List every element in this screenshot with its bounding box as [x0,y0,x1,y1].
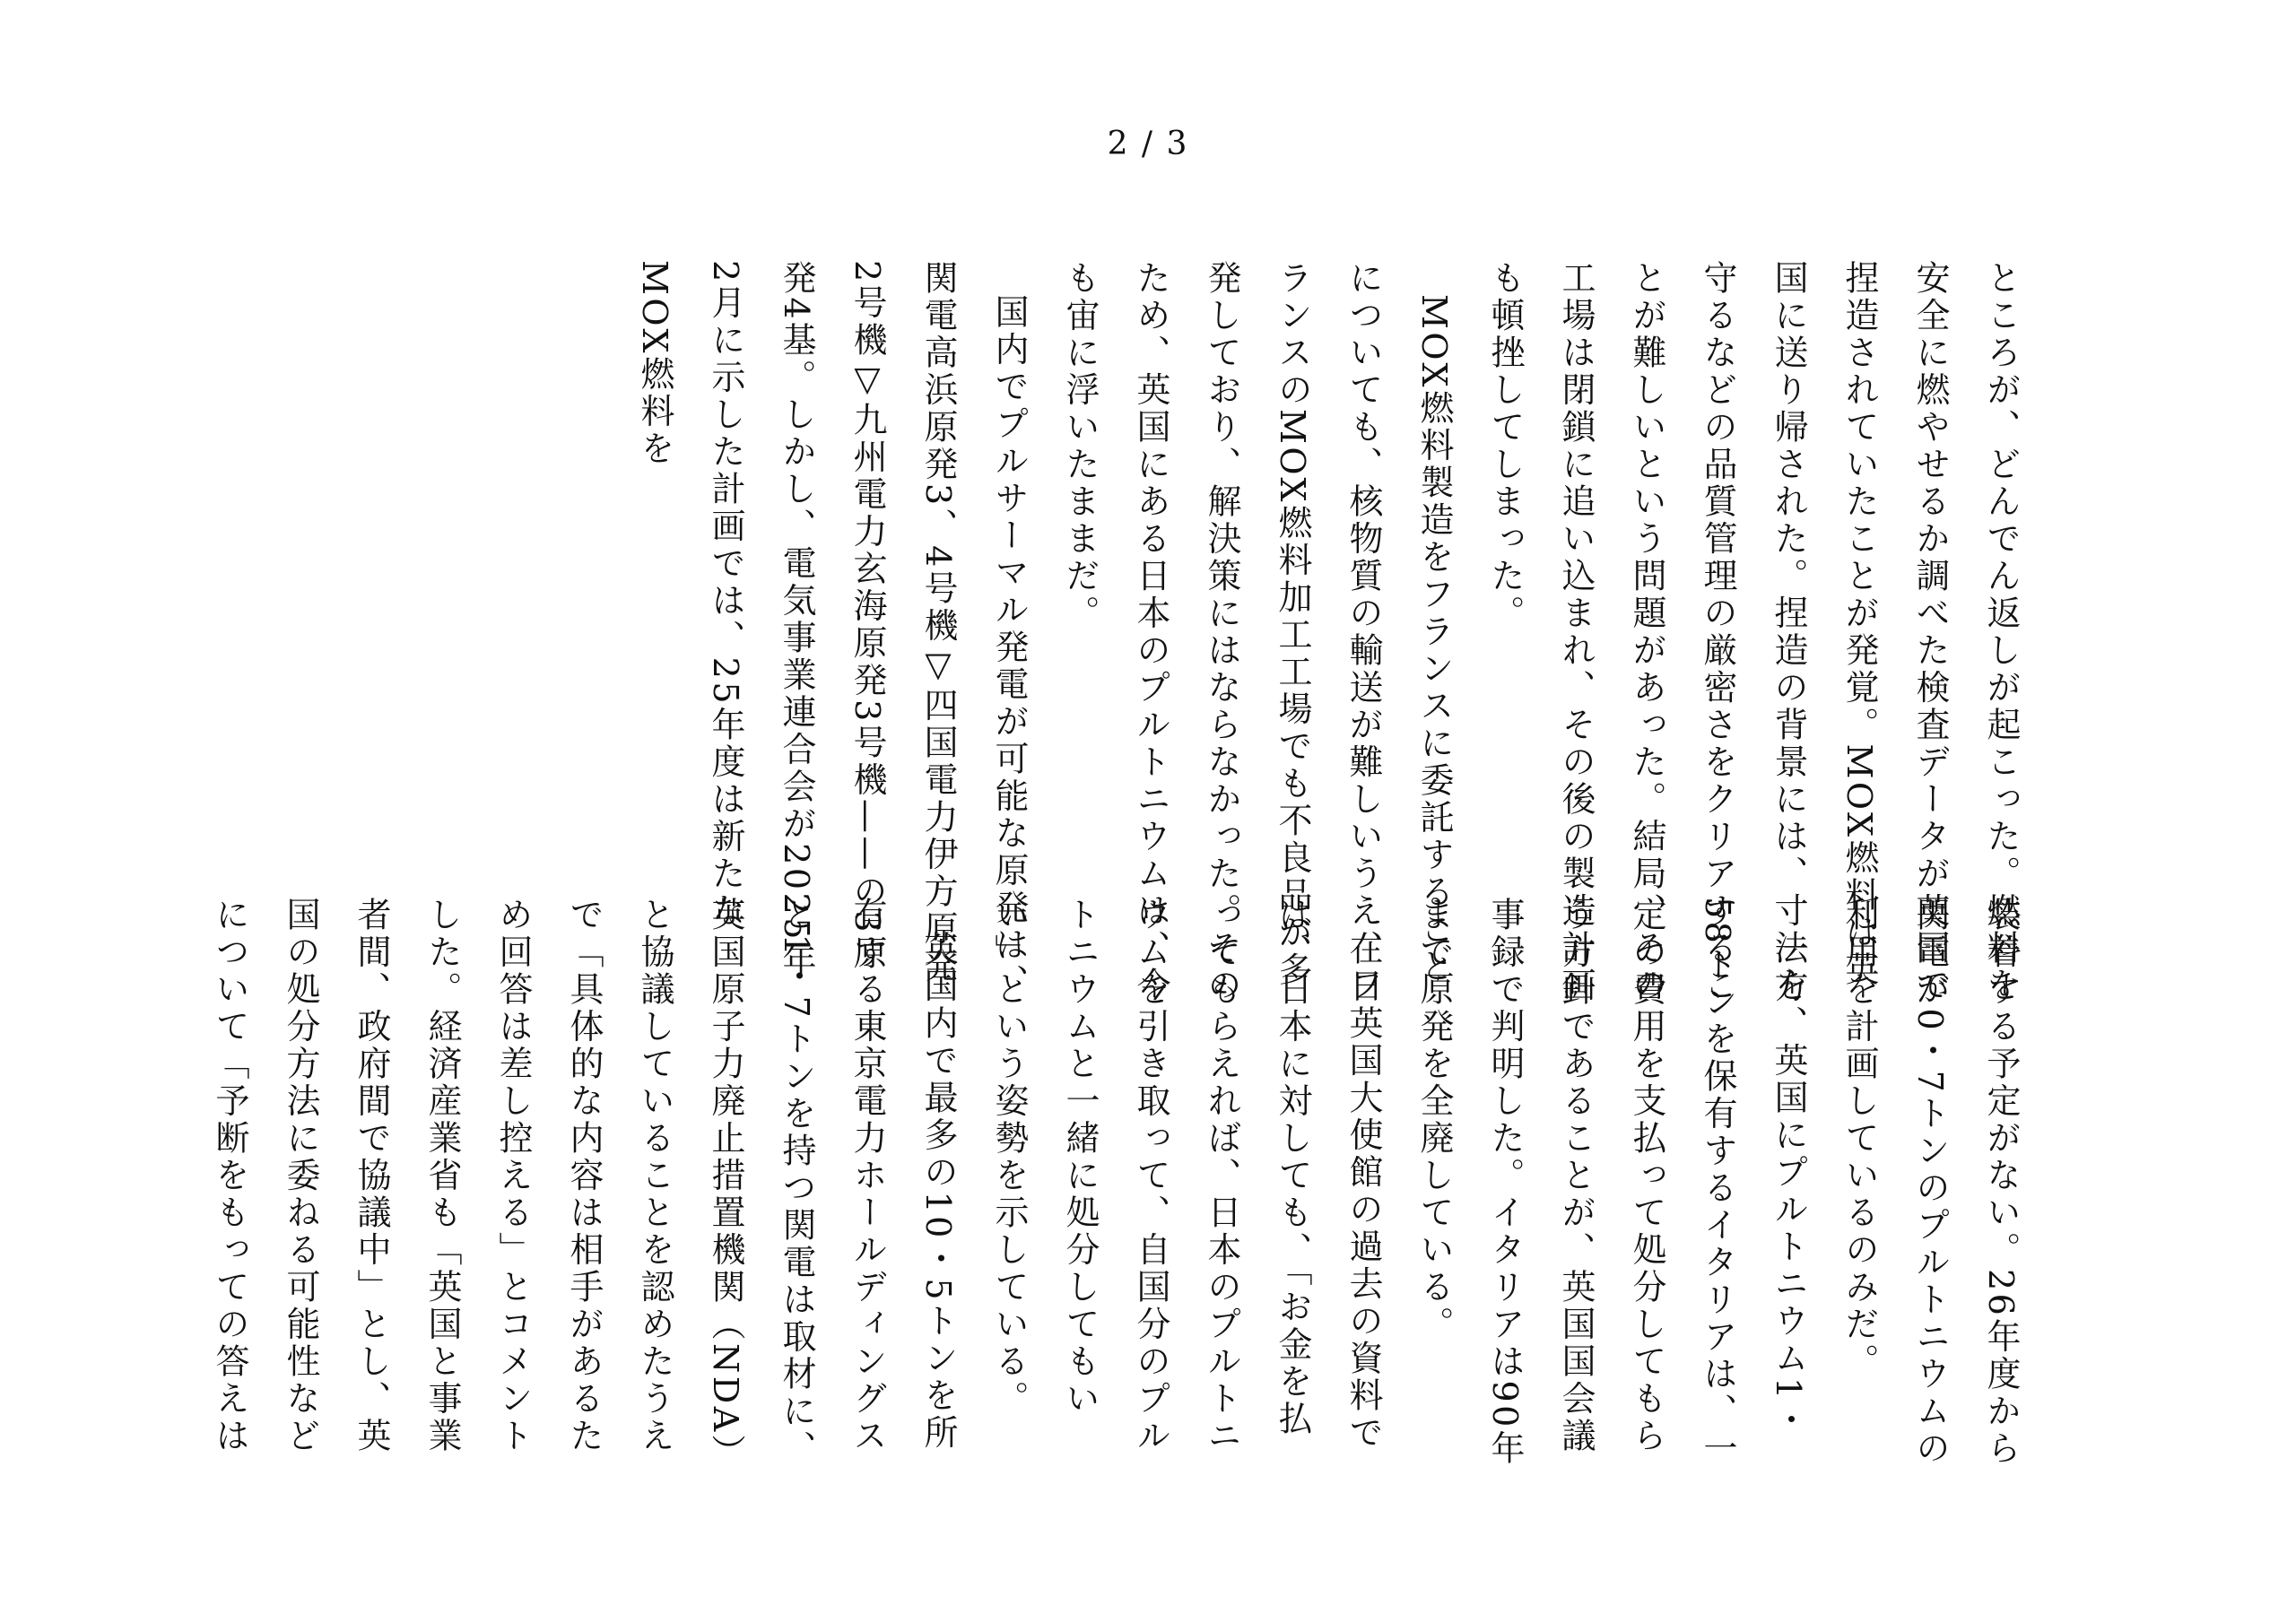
paragraph: 在日英国大使館の過去の資料では、日本に対しても、「お金を払ってもらえれば、日本のプルトニウムを引き取って、自国分のプルトニウムと一緒に処分してもいい」という姿勢を示している。 [989,897,1383,1455]
paragraph: 一方、英国にプルトニウム1・58トンを保有するイタリアは、一定の費用を支払って処分してもらう方針であることが、英国国会議事録で判明した。イタリアは90年まで原発を全廃している。 [1414,897,1808,1468]
article-text-top [619,260,2036,1004]
article-text-bottom [194,897,2036,1471]
paragraph: 国内でプルサーマル発電が可能な原発は、関電高浜原発3、4号機▽四国電力伊方原発2号機▽九州電力玄海原発3号機——の3原発4基。しかし、電気事業連合会が2025年2月に示した計画では、25年度は新たなMOX燃料を [635,260,1029,1002]
paragraph: MOX燃料製造をフランスに委託することについても、核物質の輸送が難しいうえ、フランスのMOX燃料加工工場でも不良品が多発しており、解決策にはならなかった。そのため、英国にある日本のプルトニウムは、今も宙に浮いたままだ。 [1060,260,1454,1004]
page-number: 2 / 3 [1107,126,1189,162]
paragraph: 英国内で最多の10・5トンを所有する東京電力ホールディングスと1・7トンを持つ関電は取材に、英国原子力廃止措置機関（NDA）と協議していることを認めたうえで「具体的な内容は相手があるため回答は差し控える」とコメントした。経済産業省も「英国と事業者間、政府間で協議中」とし、英国の処分方法に委ねる可能性などについて「予断をもっての答えは [210,897,958,1468]
paragraph: 装着する予定がない。26年度から関電が0・7トンのプルトニウムの利用を計画しているのみだ。 [1839,897,2021,1468]
paragraph: ところが、どんでん返しが起こった。燃料を安全に燃やせるか調べた検査データが英国で捏造されていたことが発覚。MOX燃料は英国に送り帰された。捏造の背景には、寸法を守るなどの品質管理の厳密さをクリアすることが難しいという問題があった。結局、その工場は閉鎖に追い込まれ、その後の製造計画も頓挫してしまった。 [1485,260,2021,1004]
